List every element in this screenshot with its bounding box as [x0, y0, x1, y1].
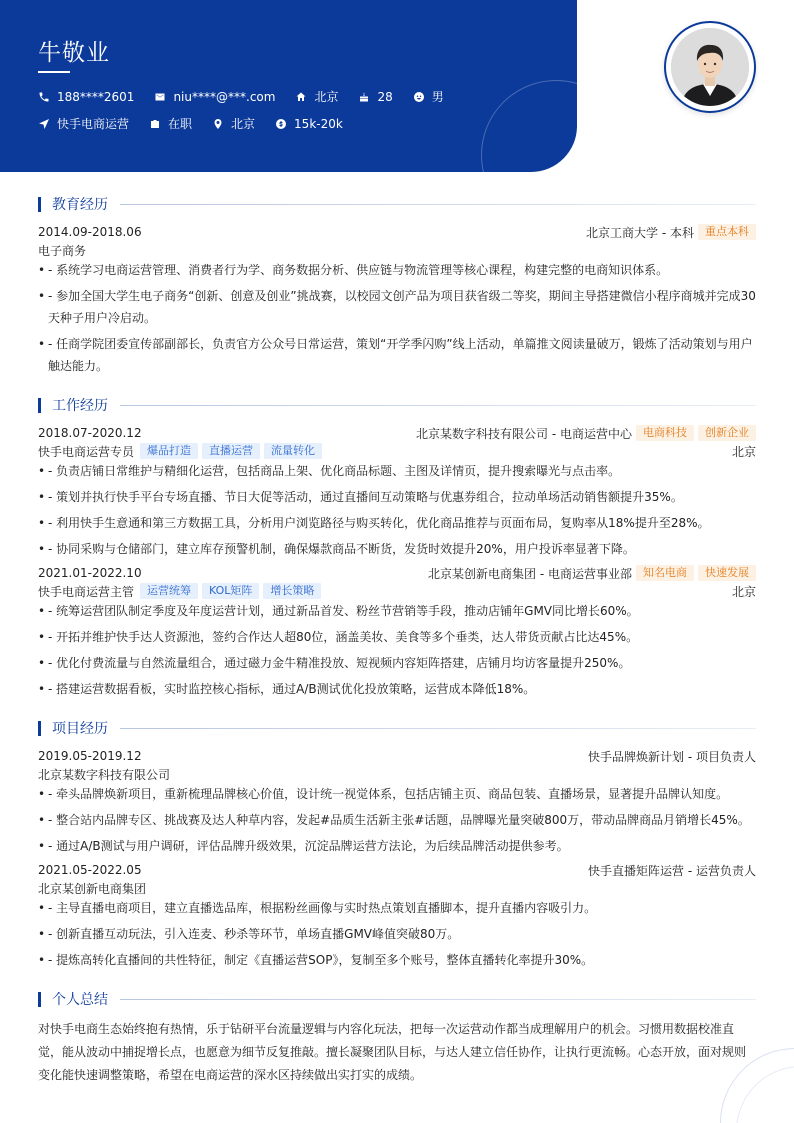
project-2-bullets [38, 897, 756, 975]
decorative-ring [481, 80, 577, 172]
section-education [38, 196, 756, 212]
avatar-frame [664, 21, 756, 113]
section-bar [38, 197, 41, 212]
gender-text: 男 [431, 90, 444, 104]
send-icon [38, 118, 50, 130]
list-item: • - 参加全国大学生电子商务“创新、创意及创业”挑战赛，以校园文创产品为项目获省级二等奖，期间主导搭建微信小程序商城并完成30天种子用户冷启动。 [38, 285, 756, 329]
intent-row [38, 115, 363, 132]
section-work [38, 397, 756, 413]
education-bullets [38, 259, 756, 381]
list-item: • - 整合站内品牌专区、挑战赛及达人种草内容，发起#品质生活新主张#话题，品牌曝光量突破800万，带动品牌商品月销增长45%。 [38, 809, 756, 831]
section-summary [38, 991, 756, 1007]
work-1-position: 快手电商运营专员 [38, 444, 135, 459]
list-item: • - 搭建运营数据看板，实时监控核心指标，通过A/B测试优化投放策略，运营成本降低18%。 [38, 678, 756, 700]
work-1-skill-tag: 爆品打造 [140, 443, 198, 459]
project-1-header [38, 748, 756, 764]
avatar-photo [671, 28, 749, 106]
home-icon [295, 91, 307, 103]
work-2-skill-tag: 运营统筹 [140, 583, 198, 599]
project-2-title: 快手直播矩阵运营 - 运营负责人 [588, 863, 756, 878]
email-text: niu****@***.com [173, 89, 276, 104]
work-2-position-row [38, 583, 756, 599]
list-item: • - 提炼高转化直播间的共性特征，制定《直播运营SOP》，复制至多个账号，整体直播转化率提升30%。 [38, 949, 756, 971]
work-1-city: 北京 [731, 444, 756, 459]
project-2-header [38, 862, 756, 878]
work-2-bullets [38, 600, 756, 704]
list-item: • - 协同采购与仓储部门，建立库存预警机制，确保爆款商品不断货，发货时效提升20%，用户投诉率显著下降。 [38, 538, 756, 560]
age-text: 28 [377, 89, 393, 104]
work-2-skill-tag: 增长策略 [263, 583, 321, 599]
section-bar [38, 721, 41, 736]
cake-icon [358, 91, 370, 103]
project-1-company-row [38, 766, 756, 782]
face-icon [413, 91, 425, 103]
list-item: • - 牵头品牌焕新项目，重新梳理品牌核心价值，设计统一视觉体系，包括店铺主页、商品包装、直播场景，显著提升品牌认知度。 [38, 783, 756, 805]
section-project [38, 720, 756, 736]
list-item: • - 统筹运营团队制定季度及年度运营计划，通过新品首发、粉丝节营销等手段，推动店铺年GMV同比增长60%。 [38, 600, 756, 622]
work-1-bullets [38, 460, 756, 564]
project-2-date: 2021.05-2022.05 [38, 863, 142, 877]
section-title-summary: 个人总结 [52, 992, 108, 1008]
education-date: 2014.09-2018.06 [38, 225, 142, 239]
list-item: • - 策划并执行快手平台专场直播、节日大促等活动，通过直播间互动策略与优惠券组合，拉动单场活动销售额提升35%。 [38, 486, 756, 508]
target-city-item [212, 115, 255, 132]
salary-item [275, 117, 343, 131]
location-text: 北京 [314, 90, 339, 104]
target-job-text: 快手电商运营 [57, 117, 130, 131]
work-2-company: 北京某创新电商集团 - 电商运营事业部 [428, 566, 632, 581]
contact-row [38, 88, 464, 105]
target-job-item [38, 115, 129, 132]
work-2-company-tag: 知名电商 [636, 565, 694, 581]
work-2-company-tag: 快速发展 [698, 565, 756, 581]
section-bar [38, 992, 41, 1007]
money-icon [275, 118, 287, 130]
section-bar [38, 398, 41, 413]
work-2-position: 快手电商运营主管 [38, 584, 135, 599]
section-divider [120, 405, 756, 406]
header-banner [0, 0, 577, 172]
education-major-row [38, 242, 756, 258]
work-1-company: 北京某数字科技有限公司 - 电商运营中心 [416, 426, 632, 441]
status-text: 在职 [168, 117, 193, 131]
age-item [358, 90, 392, 104]
work-2-header [38, 565, 756, 581]
list-item: • - 利用快手生意通和第三方数据工具，分析用户浏览路径与购买转化，优化商品推荐与页面布局，复购率从18%提升至28%。 [38, 512, 756, 534]
project-2-company: 北京某创新电商集团 [38, 881, 147, 896]
education-school: 北京工商大学 - 本科 [586, 225, 694, 240]
list-item: • - 系统学习电商运营管理、消费者行为学、商务数据分析、供应链与物流管理等核心课程，构建完整的电商知识体系。 [38, 259, 756, 281]
work-1-header [38, 425, 756, 441]
target-city-text: 北京 [231, 117, 256, 131]
education-major: 电子商务 [38, 243, 87, 258]
section-title-work: 工作经历 [52, 398, 108, 414]
list-item: • - 创新直播互动玩法，引入连麦、秒杀等环节，单场直播GMV峰值突破80万。 [38, 923, 756, 945]
education-tag: 重点本科 [698, 224, 756, 240]
location-item [295, 88, 338, 105]
project-1-company: 北京某数字科技有限公司 [38, 767, 171, 782]
list-item: • - 优化付费流量与自然流量组合，通过磁力金牛精准投放、短视频内容矩阵搭建，店铺月均访客量提升250%。 [38, 652, 756, 674]
project-1-title: 快手品牌焕新计划 - 项目负责人 [588, 749, 756, 764]
location-pin-icon [212, 118, 224, 130]
work-2-city: 北京 [731, 584, 756, 599]
phone-item [38, 90, 134, 104]
phone-icon [38, 91, 50, 103]
name-underline [38, 71, 70, 73]
project-2-company-row [38, 880, 756, 896]
work-1-date: 2018.07-2020.12 [38, 426, 142, 440]
salary-text: 15k-20k [294, 116, 343, 131]
phone-text: 188****2601 [57, 89, 135, 104]
section-title-project: 项目经历 [52, 721, 108, 737]
email-item [154, 90, 275, 104]
work-1-position-row [38, 443, 756, 459]
work-1-skill-tag: 流量转化 [264, 443, 322, 459]
work-2-date: 2021.01-2022.10 [38, 566, 142, 580]
status-item [149, 115, 192, 132]
project-1-bullets [38, 783, 756, 861]
project-1-date: 2019.05-2019.12 [38, 749, 142, 763]
briefcase-icon [149, 118, 161, 130]
list-item: • - 通过A/B测试与用户调研，评估品牌升级效果，沉淀品牌运营方法论，为后续品牌活动提供参考。 [38, 835, 756, 857]
mail-icon [154, 91, 166, 103]
list-item: • - 负责店铺日常维护与精细化运营，包括商品上架、优化商品标题、主图及详情页，提升搜索曝光与点击率。 [38, 460, 756, 482]
summary-text: 对快手电商生态始终抱有热情，乐于钻研平台流量逻辑与内容化玩法，把每一次运营动作都当成理解用户的机会。习惯用数据校准直觉，能从波动中捕捉增长点，也愿意为细节反复推敲。擅长凝聚团队目标，与达人建立信任协作，让执行更流畅。心态开放，面对规则变化能快速调整策略，希望在电商运营的深水区持续做出实打实的成绩。 [38, 1022, 747, 1082]
section-divider [120, 999, 756, 1000]
work-1-company-tag: 创新企业 [698, 425, 756, 441]
list-item: • - 开拓并维护快手达人资源池，签约合作达人超80位，涵盖美妆、美食等多个垂类，达人带货贡献占比达45%。 [38, 626, 756, 648]
education-header [38, 224, 756, 240]
candidate-name: 牛敬业 [38, 40, 110, 66]
section-divider [120, 204, 756, 205]
avatar [671, 28, 749, 106]
list-item: • - 主导直播电商项目，建立直播选品库，根据粉丝画像与实时热点策划直播脚本，提升直播内容吸引力。 [38, 897, 756, 919]
gender-item [413, 88, 444, 105]
work-1-company-tag: 电商科技 [636, 425, 694, 441]
work-2-skill-tag: KOL矩阵 [202, 583, 259, 599]
section-divider [120, 728, 756, 729]
work-1-skill-tag: 直播运营 [202, 443, 260, 459]
section-title-education: 教育经历 [52, 197, 108, 213]
list-item: • - 任商学院团委宣传部副部长，负责官方公众号日常运营，策划“开学季闪购”线上活动，单篇推文阅读量破万，锻炼了活动策划与用户触达能力。 [38, 333, 756, 377]
